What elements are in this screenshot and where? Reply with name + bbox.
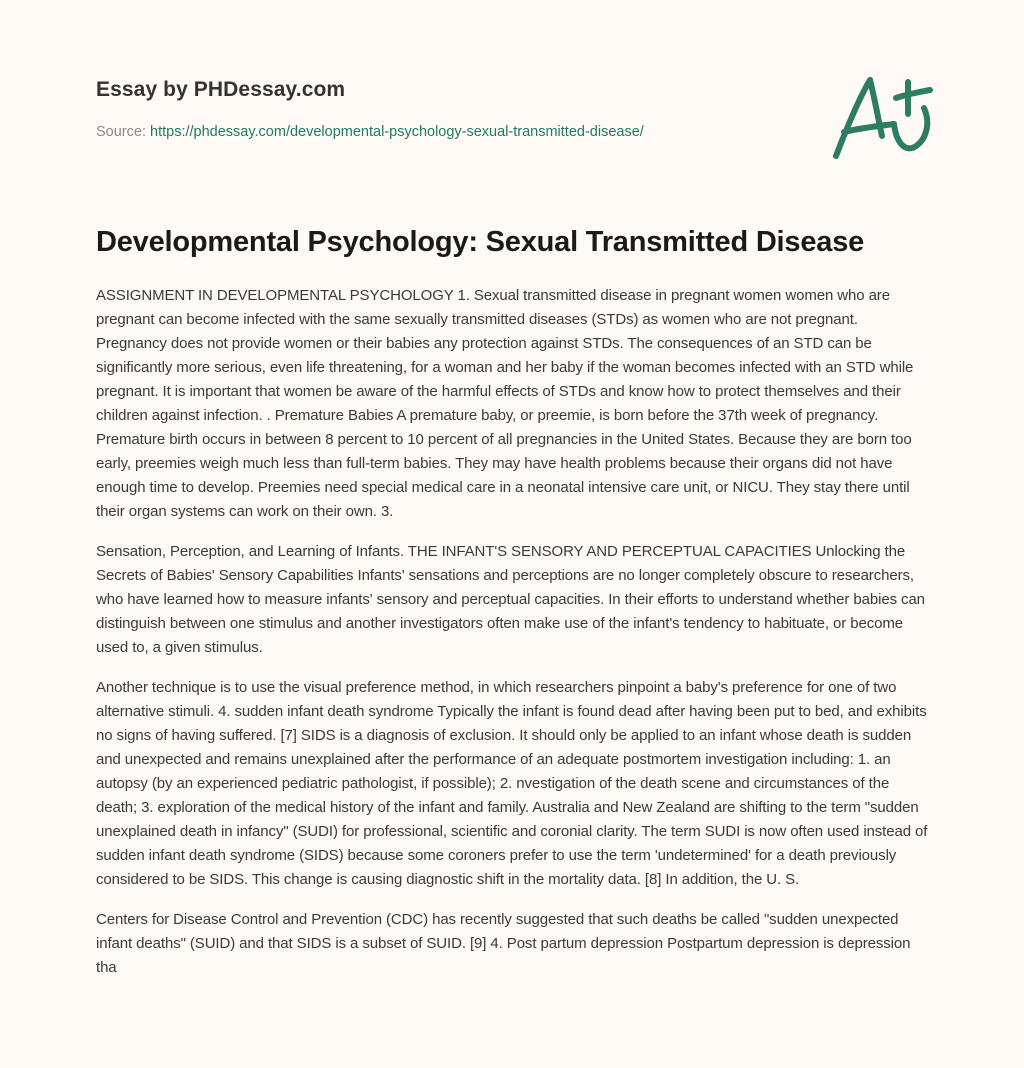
source-label: Source: <box>96 124 146 140</box>
paragraph: ASSIGNMENT IN DEVELOPMENTAL PSYCHOLOGY 1. Sexual transmitted disease in pregnant women women who are pregnant can become infected with the same sexually transmitted diseases (STDs) as women who are not pregnant. Pregnancy does not provide women or their babies any protection against STDs. The consequences of an STD can be significantly more serious, even life threatening, for a woman and her baby if the woman becomes infected with an STD while pregnant. It is important that women be aware of the harmful effects of STDs and know how to protect themselves and their children against infection. . Premature Babies A premature baby, or preemie, is born before the 37th week of pregnancy. Premature birth occurs in between 8 percent to 10 percent of all pregnancies in the United States. Because they are born too early, preemies weigh much less than full-term babies. They may have health problems because their organs did not have enough time to develop. Preemies need special medical care in a neonatal intensive care unit, or NICU. They stay there until their organ systems can work on their own. 3. <box>96 287 914 520</box>
source-link[interactable]: https://phdessay.com/developmental-psychology-sexual-transmitted-disease/ <box>150 124 644 140</box>
source-line <box>96 124 644 140</box>
paragraph: Sensation, Perception, and Learning of Infants. THE INFANT'S SENSORY AND PERCEPTUAL CAPACITIES Unlocking the Secrets of Babies' Sensory Capabilities Infants' sensations and perceptions are no longer completely obscure to researchers, who have learned how to measure infants' sensory and perceptual capacities. In their efforts to understand whether babies can distinguish between one stimulus and another investigators often make use of the infant's tendency to habituate, or become used to, a given stimulus. <box>96 543 925 656</box>
site-brand: Essay by PHDessay.com <box>96 78 346 101</box>
page-title: Developmental Psychology: Sexual Transmitted Disease <box>96 226 865 258</box>
paragraph: Centers for Disease Control and Prevention (CDC) has recently suggested that such deaths be called "sudden unexpected infant deaths" (SUID) and that SIDS is a subset of SUID. [9] 4. Post partum depression Postpartum depression is depression tha <box>96 911 911 976</box>
a-plus-grade-icon <box>820 38 940 168</box>
paragraph: Another technique is to use the visual preference method, in which researchers pinpoint a baby's preference for one of two alternative stimuli. 4. sudden infant death syndrome Typically the infant is found dead after having been put to bed, and exhibits no signs of having suffered. [7] SIDS is a diagnosis of exclusion. It should only be applied to an infant whose death is sudden and unexpected and remains unexplained after the performance of an adequate postmortem investigation including: 1. an autopsy (by an experienced pediatric pathologist, if possible); 2. nvestigation of the death scene and circumstances of the death; 3. exploration of the medical history of the infant and family. Australia and New Zealand are shifting to the term "sudden unexplained death in infancy" (SUDI) for professional, scientific and coronial clarity. The term SUDI is now often used instead of sudden infant death syndrome (SIDS) because some coroners prefer to use the term 'undetermined' for a death previously considered to be SIDS. This change is causing diagnostic shift in the mortality data. [8] In addition, the U. S. <box>96 679 928 888</box>
essay-body <box>96 284 932 996</box>
